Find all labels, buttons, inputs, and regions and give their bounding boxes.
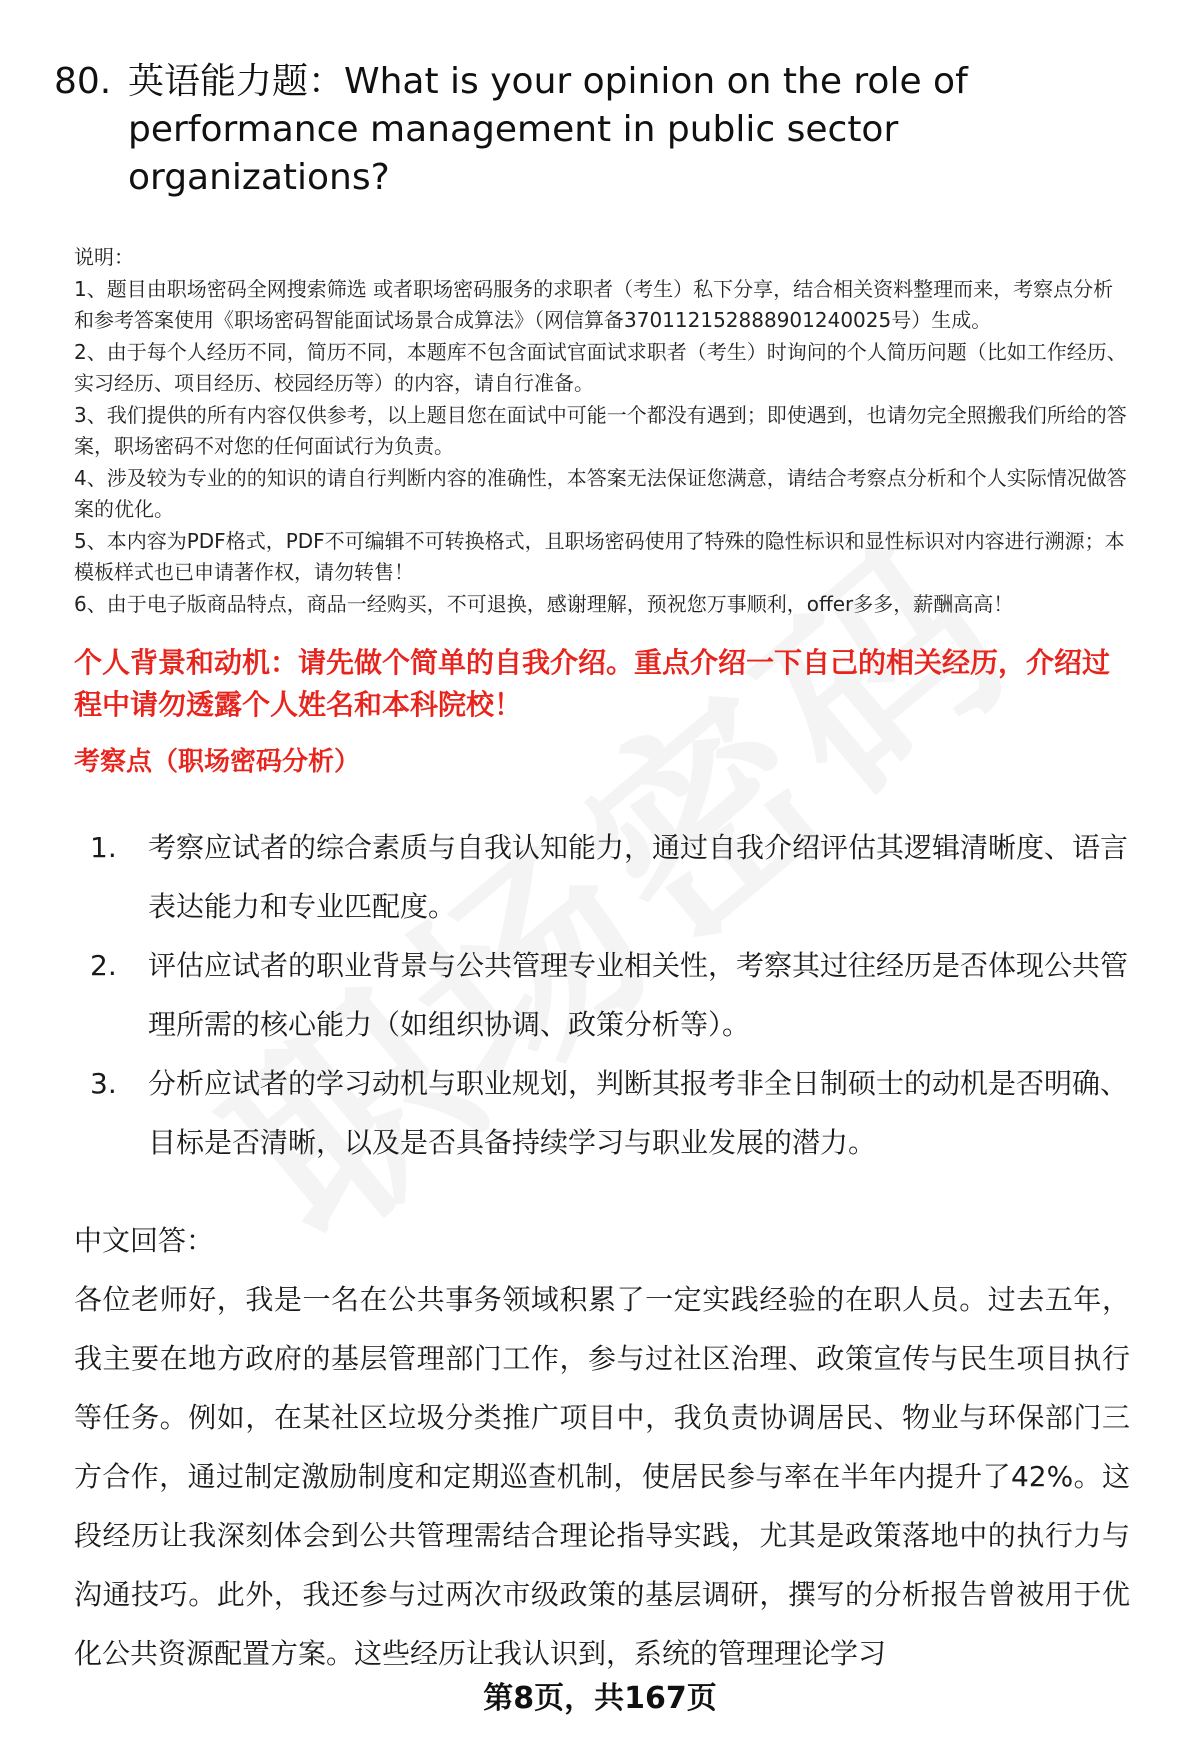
- answer-text: 各位老师好，我是一名在公共事务领域积累了一定实践经验的在职人员。过去五年，我主要在地方政府的基层管理部门工作，参与过社区治理、政策宣传与民生项目执行等任务。例如，在某社区垃圾分类推广项目中，我负责协调居民、物业与环保部门三方合作，通过制定激励制度和定期巡查机制，使居民参与率在半年内提升了42%。这段经历让我深刻体会到公共管理需结合理论指导实践，尤其是政策落地中的执行力与沟通技巧。此外，我还参与过两次市级政策的基层调研，撰写的分析报告曾被用于优化公共资源配置方案。这些经历让我认识到，系统的管理理论学习: [74, 1283, 1130, 1670]
- question-text: 英语能力题：What is your opinion on the role of performance management in public sector organizations?: [128, 61, 968, 198]
- analysis-point: [74, 1054, 1130, 1172]
- point-number: 3.: [90, 1067, 117, 1100]
- question-number: 80.: [54, 61, 112, 102]
- notes-block: [74, 242, 1130, 620]
- point-text: 考察应试者的综合素质与自我认知能力，通过自我介绍评估其逻辑清晰度、语言表达能力和专业匹配度。: [148, 831, 1129, 923]
- analysis-heading: 考察点（职场密码分析）: [74, 747, 361, 777]
- note-item: 1、题目由职场密码全网搜索筛选 或者职场密码服务的求职者（考生）私下分享，结合相关资料整理而来，考察点分析和参考答案使用《职场密码智能面试场景合成算法》（网信算备370112152888901240025号）生成。: [74, 276, 1114, 332]
- point-text: 分析应试者的学习动机与职业规划，判断其报考非全日制硕士的动机是否明确、目标是否清晰，以及是否具备持续学习与职业发展的潜力。: [148, 1067, 1129, 1159]
- note-item: 2、由于每个人经历不同，简历不同，本题库不包含面试官面试求职者（考生）时询问的个人简历问题（比如工作经历、实习经历、项目经历、校园经历等）的内容，请自行准备。: [74, 339, 1127, 395]
- prompt-heading: 个人背景和动机：请先做个简单的自我介绍。重点介绍一下自己的相关经历，介绍过程中请勿透露个人姓名和本科院校！: [74, 646, 1111, 721]
- point-text: 评估应试者的职业背景与公共管理专业相关性，考察其过往经历是否体现公共管理所需的核心能力（如组织协调、政策分析等）。: [148, 949, 1129, 1041]
- point-number: 1.: [90, 831, 117, 864]
- note-item: 6、由于电子版商品特点，商品一经购买，不可退换，感谢理解，预祝您万事顺利，offer多多，薪酬高高！: [74, 591, 1014, 616]
- analysis-points: [74, 818, 1130, 1172]
- analysis-point: [74, 818, 1130, 936]
- question-title: [54, 58, 1130, 202]
- point-number: 2.: [90, 949, 117, 982]
- analysis-point: [74, 936, 1130, 1054]
- note-item: 4、涉及较为专业的的知识的请自行判断内容的准确性，本答案无法保证您满意，请结合考察点分析和个人实际情况做答案的优化。: [74, 465, 1127, 521]
- note-item: 5、本内容为PDF格式，PDF不可编辑不可转换格式，且职场密码使用了特殊的隐性标识和显性标识对内容进行溯源；本模板样式也已申请著作权，请勿转售！: [74, 528, 1125, 584]
- page-footer: 第8页，共167页: [483, 1681, 717, 1716]
- notes-title: 说明：: [74, 245, 134, 269]
- answer-label: 中文回答：: [74, 1224, 215, 1257]
- note-item: 3、我们提供的所有内容仅供参考，以上题目您在面试中可能一个都没有遇到；即使遇到，也请勿完全照搬我们所给的答案，职场密码不对您的任何面试行为负责。: [74, 402, 1127, 458]
- page-content: [54, 58, 1130, 1683]
